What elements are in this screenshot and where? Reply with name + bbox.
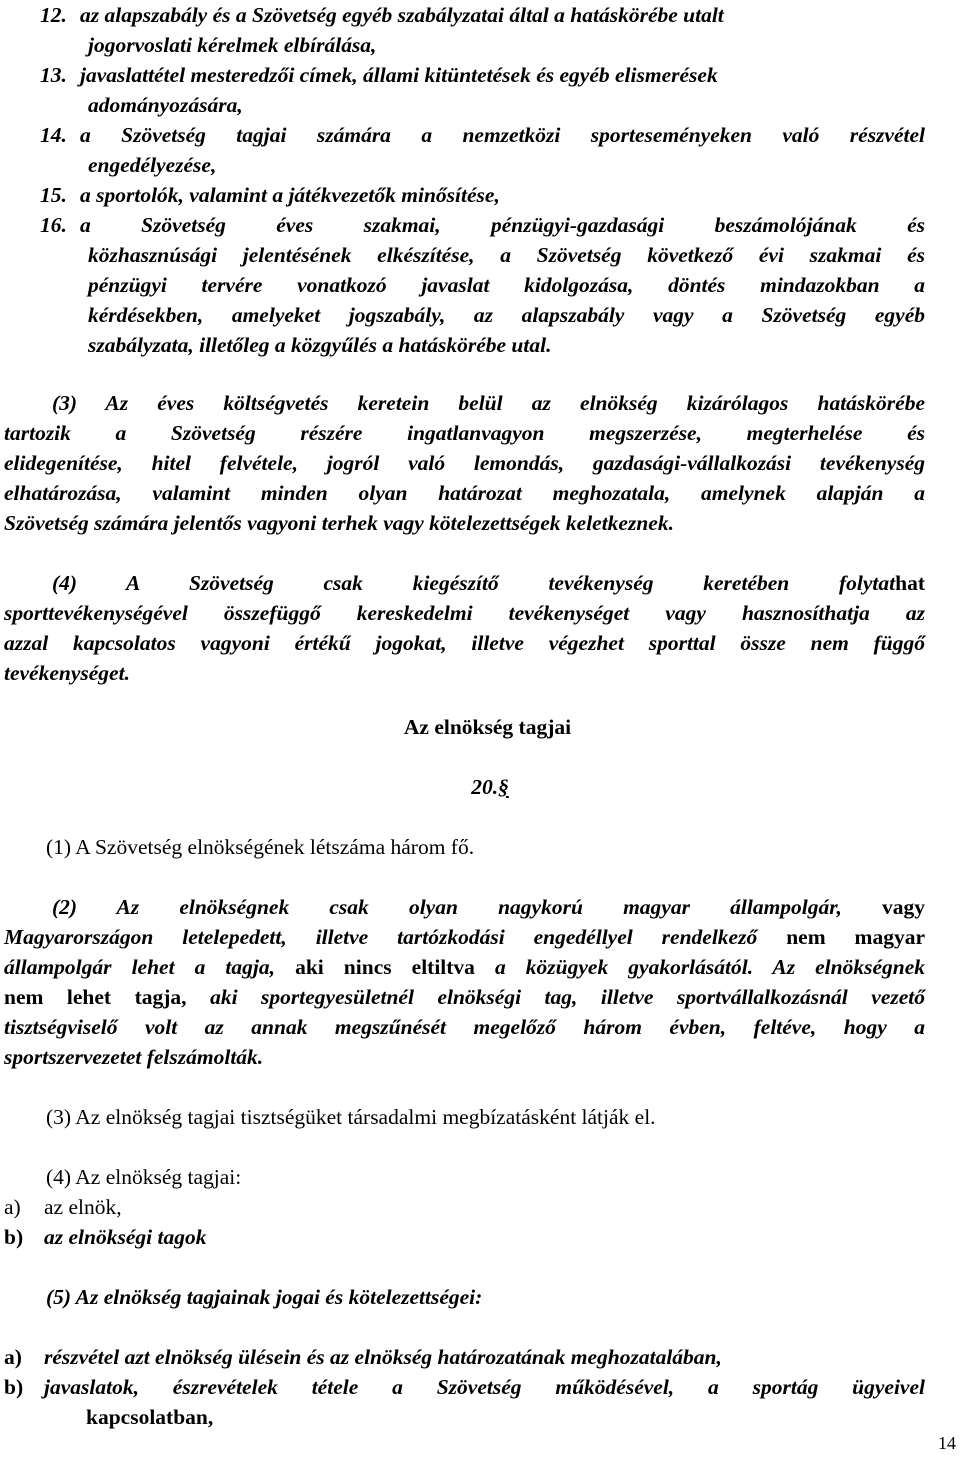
list-item-text: engedélyezése,: [88, 153, 217, 177]
page-number-text: 14: [938, 1433, 956, 1453]
paragraph-text: tartozik a Szövetség részére ingatlanvagyon megszerzése, megterhelése és: [4, 421, 925, 445]
section-number-text: 20.: [471, 775, 499, 799]
paragraph-text: azzal kapcsolatos vagyoni értékű jogokat, illetve végezhet sporttal össze nem függő: [4, 631, 925, 655]
list-item-text: kérdésekben, amelyeket jogszabály, az alapszabály vagy a Szövetség egyéb: [88, 303, 925, 327]
list-item-text: közhasznúsági jelentésének elkészítése, a Szövetség következő évi szakmai és: [88, 243, 925, 267]
list-item-text: javaslatok, észrevételek tétele a Szövetség működésével, a sportág ügyeivel: [44, 1375, 925, 1399]
list-item-text: pénzügyi tervére vonatkozó javaslat kidolgozása, döntés mindazokban a: [88, 273, 925, 297]
paragraph-text: (3) Az elnökség tagjai tisztségüket társadalmi megbízatásként látják el.: [46, 1105, 656, 1129]
paragraph-text: elidegenítése, hitel felvétele, jogról való lemondás, gazdasági-vállalkozási tevékenység: [4, 451, 925, 475]
paragraph-text: vagy: [882, 895, 925, 919]
paragraph-4-line: [4, 658, 130, 688]
list-item-14: [40, 120, 925, 150]
paragraph-20-5-heading: [46, 1282, 482, 1312]
paragraph-text: tisztségviselő volt az annak megszűnését megelőző három évben, feltéve, hogy a: [4, 1015, 925, 1039]
list-item-text: a Szövetség éves szakmai, pénzügyi-gazdasági beszámolójának és: [80, 213, 925, 237]
paragraph-3-line: [4, 508, 674, 538]
paragraph-text: (5) Az elnökség tagjainak jogai és kötelezettségei:: [46, 1285, 483, 1309]
paragraph-text: (2) Az elnökségnek csak olyan nagykorú magyar állampolgár,: [52, 895, 842, 919]
paragraph-20-2-line: [4, 1042, 263, 1072]
paragraph-text: (4) Az elnökség tagjai:: [46, 1165, 242, 1189]
list-item-text: a Szövetség tagjai számára a nemzetközi sporteseményeken való részvétel: [80, 123, 925, 147]
paragraph-20-2-line: [4, 982, 925, 1012]
list-item-16-cont: [88, 240, 925, 270]
paragraph-20-4-item-a: [4, 1192, 122, 1222]
paragraph-text: sporttevékenységével összefüggő kereskedelmi tevékenységet vagy hasznosíthatja az: [4, 601, 925, 625]
list-item-label: b): [4, 1375, 24, 1399]
list-item-number: 12.: [40, 3, 67, 27]
paragraph-20-5-item-a: [4, 1342, 722, 1372]
paragraph-text: a közügyek gyakorlásától. Az elnökségnek: [495, 955, 926, 979]
section-heading-text: Az elnökség tagjai: [403, 715, 572, 739]
paragraph-20-1: [46, 832, 474, 862]
list-item-12-cont: [88, 30, 376, 60]
list-item-text: az elnök,: [44, 1195, 122, 1219]
list-item-number: 15.: [40, 183, 67, 207]
paragraph-4-line: [52, 568, 925, 598]
paragraph-text: aki nincs eltiltva: [295, 955, 475, 979]
paragraph-text: Magyarországon letelepedett, illetve tartózkodási engedéllyel rendelkező: [4, 925, 758, 949]
paragraph-text: (4) A Szövetség csak kiegészítő tevékenység keretében folytat: [52, 571, 896, 595]
paragraph-text: (3) Az éves költségvetés keretein belül az elnökség kizárólagos hatáskörébe: [52, 391, 925, 415]
paragraph-text: nem lehet tagja,: [4, 985, 187, 1009]
paragraph-text: aki sportegyesületnél elnökségi tag, illetve sportvállalkozásnál vezető: [210, 985, 926, 1009]
list-item-text: adományozására,: [88, 93, 243, 117]
list-item-text: jogorvoslati kérelmek elbírálása,: [88, 33, 377, 57]
list-item-number: 13.: [40, 63, 67, 87]
list-item-number: 16.: [40, 213, 67, 237]
list-item-text: a sportolók, valamint a játékvezetők minősítése,: [80, 183, 500, 207]
paragraph-text: elhatározása, valamint minden olyan határozat meghozatala, amelynek alapján a: [4, 481, 925, 505]
list-item-13: [40, 60, 718, 90]
list-item-text: az elnökségi tagok: [44, 1225, 207, 1249]
list-item-16: [40, 210, 925, 240]
paragraph-3-line: [52, 388, 925, 418]
list-item-label: a): [4, 1195, 21, 1219]
paragraph-3-line: [4, 478, 925, 508]
section-heading: [340, 712, 635, 742]
paragraph-text: Szövetség számára jelentős vagyoni terhek vagy kötelezettségek keletkeznek.: [4, 511, 674, 535]
list-item-label: a): [4, 1345, 22, 1369]
paragraph-20-4-intro: [46, 1162, 241, 1192]
paragraph-20-5-item-b: [4, 1372, 925, 1402]
paragraph-text: állampolgár lehet a tagja,: [4, 955, 275, 979]
list-item-16-cont: [88, 270, 925, 300]
list-item-12: [40, 0, 724, 30]
paragraph-text: (1) A Szövetség elnökségének létszáma három fő.: [46, 835, 475, 859]
list-item-text: kapcsolatban,: [86, 1405, 214, 1429]
paragraph-text: tevékenységet.: [4, 661, 130, 685]
paragraph-20-2-line: [4, 922, 925, 952]
paragraph-20-5-item-b-cont: [86, 1402, 213, 1432]
section-sign: §: [498, 775, 509, 799]
paragraph-text: hat: [895, 571, 925, 595]
list-item-14-cont: [88, 150, 216, 180]
paragraph-4-line: [4, 598, 925, 628]
paragraph-3-line: [4, 418, 925, 448]
paragraph-20-2-line: [4, 952, 925, 982]
list-item-15: [40, 180, 500, 210]
list-item-text: részvétel azt elnökség ülésein és az elnökség határozatának meghozatalában,: [44, 1345, 722, 1369]
paragraph-3-line: [4, 448, 925, 478]
list-item-text: az alapszabály és a Szövetség egyéb szabályzatai által a hatáskörébe utalt: [80, 3, 724, 27]
section-number: [420, 772, 560, 802]
paragraph-20-2-line: [4, 1012, 925, 1042]
paragraph-text: nem magyar: [786, 925, 926, 949]
page-number: [938, 1432, 956, 1454]
list-item-number: 14.: [40, 123, 67, 147]
list-item-16-cont: [88, 330, 551, 360]
paragraph-20-4-item-b: [4, 1222, 206, 1252]
paragraph-4-line: [4, 628, 925, 658]
list-item-text: javaslattétel mesteredzői címek, állami kitüntetések és egyéb elismerések: [80, 63, 718, 87]
list-item-16-cont: [88, 300, 925, 330]
paragraph-text: sportszervezetet felszámolták.: [4, 1045, 264, 1069]
list-item-text: szabályzata, illetőleg a közgyűlés a hatáskörébe utal.: [88, 333, 552, 357]
list-item-13-cont: [88, 90, 243, 120]
paragraph-20-3: [46, 1102, 656, 1132]
list-item-label: b): [4, 1225, 24, 1249]
paragraph-20-2-line: [52, 892, 925, 922]
